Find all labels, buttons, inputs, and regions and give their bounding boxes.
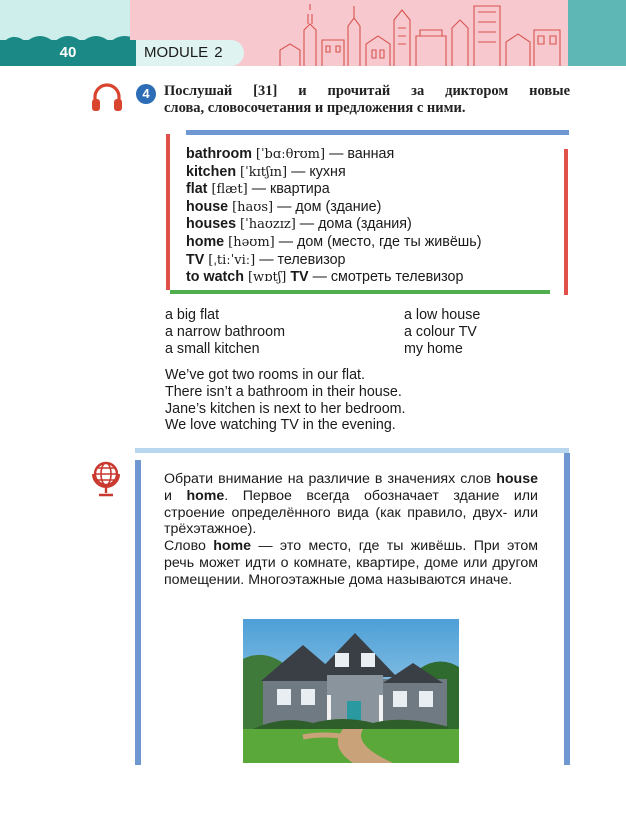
note-word-house: house	[496, 471, 538, 487]
phrases-right-column	[404, 307, 574, 357]
grammar-note	[164, 471, 538, 589]
vocab-transcription: [həʊm]	[228, 234, 275, 250]
note-box-top-border	[135, 448, 569, 453]
vocab-box-bottom-border	[170, 290, 550, 294]
vocab-translation: — дом (место, где ты живёшь)	[278, 233, 482, 250]
skyline-illustration	[270, 0, 570, 66]
vocab-row	[186, 234, 566, 252]
vocab-transcription: [ˈbɑːθrʊm]	[255, 147, 326, 162]
vocab-box-left-border	[166, 134, 170, 290]
vocab-box-top-border	[186, 130, 569, 135]
vocab-word: home	[186, 233, 225, 250]
phrases-left-column	[165, 307, 385, 357]
sentence: Jane’s kitchen is next to her bedroom.	[165, 400, 406, 417]
vocab-transcription: [ˈkɪtʃɪn]	[240, 164, 288, 180]
task-instruction	[164, 83, 570, 117]
note-paragraph	[164, 538, 538, 588]
vocab-translation: — дома (здания)	[299, 216, 412, 233]
page-number: 40	[0, 40, 136, 66]
vocabulary-list	[186, 146, 566, 287]
instruction-line: слова, словосочетания и предложения с ними.	[164, 100, 466, 116]
note-text: и	[164, 487, 187, 504]
vocab-translation: — смотреть телевизор	[312, 269, 464, 286]
phrase: a low house	[404, 307, 481, 323]
phrase: my home	[404, 340, 463, 357]
vocab-transcription: [flæt]	[211, 182, 248, 198]
note-text: Слово	[164, 538, 214, 555]
note-box-right-border	[564, 453, 570, 765]
phrase: a big flat	[165, 307, 220, 323]
sentence: We love watching TV in the evening.	[165, 417, 396, 434]
phrase: a colour TV	[404, 323, 477, 340]
sentence: We’ve got two rooms in our flat.	[165, 367, 365, 383]
globe-icon	[90, 460, 122, 498]
note-word-home: home	[186, 487, 225, 504]
note-text: . Первое всегда обозначает здание или строение определённого вида (как правило, двух- или трёхэтажное).	[164, 487, 538, 538]
vocab-row	[186, 199, 566, 217]
vocab-word: TV	[186, 251, 205, 268]
vocab-transcription: [wɒtʃ]	[247, 270, 287, 286]
vocab-translation: — телевизор	[259, 251, 346, 268]
vocab-row	[186, 216, 566, 234]
vocab-translation: — ванная	[329, 146, 395, 162]
vocab-translation: — дом (здание)	[277, 198, 382, 215]
note-box-left-border	[135, 460, 141, 765]
vocab-translation: — кухня	[291, 163, 346, 180]
vocab-row	[186, 164, 566, 182]
vocab-transcription: [haʊs]	[232, 199, 274, 215]
instruction-line: Послушай [31] и прочитай за диктором новые	[164, 83, 570, 99]
note-paragraph	[164, 471, 538, 538]
vocab-transcription: [ˌtiːˈviː]	[208, 252, 256, 268]
house-photo	[243, 619, 459, 763]
vocab-word: houses	[186, 216, 237, 233]
vocab-row	[186, 146, 566, 164]
vocab-word: to watch	[186, 269, 244, 286]
vocab-translation: — квартира	[251, 181, 330, 198]
vocab-row	[186, 269, 566, 287]
phrase: a small kitchen	[165, 340, 260, 357]
headphones-icon[interactable]	[90, 82, 124, 112]
vocab-row	[186, 252, 566, 270]
note-text: Обрати внимание на различие в значениях слов	[164, 471, 497, 487]
module-label	[136, 40, 244, 66]
vocab-word: TV	[290, 269, 309, 286]
vocab-word: house	[186, 198, 229, 215]
task-number-badge: 4	[136, 84, 156, 104]
phrase: a narrow bathroom	[165, 323, 285, 340]
header-teal-block	[568, 0, 626, 66]
vocab-transcription: [ˈhaʊzɪz]	[240, 217, 296, 233]
note-word-home: home	[213, 538, 252, 555]
example-sentences	[165, 367, 565, 434]
module-number: 2	[214, 44, 223, 61]
vocab-word: flat	[186, 181, 208, 198]
vocab-word: bathroom	[186, 146, 252, 162]
sentence: There isn’t a bathroom in their house.	[165, 383, 402, 400]
vocab-word: kitchen	[186, 163, 237, 180]
note-text: — это место, где ты живёшь. При этом речь может идти о комнате, квартире, доме или другом помещении. Многоэтажные дома называются иначе.	[164, 538, 538, 588]
module-label-text: MODULE	[144, 44, 209, 61]
vocab-row	[186, 181, 566, 199]
